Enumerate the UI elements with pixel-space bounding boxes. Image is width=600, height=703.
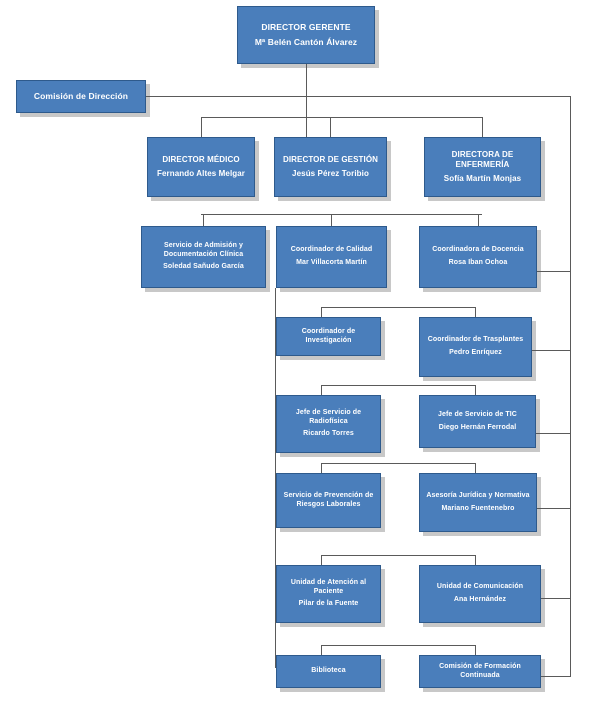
node-person: Pilar de la Fuente: [298, 600, 359, 608]
node-coordinador-trasplantes[interactable]: [419, 317, 532, 377]
connector-drop-coordinadora-docencia: [478, 214, 479, 226]
node-title: Jefe de Servicio de TIC: [438, 410, 517, 418]
node-title: DIRECTORA DE ENFERMERÍA: [451, 150, 514, 169]
connector-row6-bus: [321, 555, 476, 556]
node-unidad-comunicacion[interactable]: [419, 565, 541, 623]
node-title: Unidad de Atención al Paciente: [290, 578, 367, 595]
node-title: Comisión de Formación Continuada: [439, 662, 521, 679]
node-jefe-radiofisica[interactable]: [276, 395, 381, 453]
connector-drop-servicio-admision: [203, 214, 204, 226]
node-title: Servicio de Admisión y Documentación Clínica: [163, 241, 244, 258]
node-person: Mar Villacorta Martín: [296, 259, 367, 266]
node-title: Coordinador de Investigación: [301, 327, 356, 344]
node-biblioteca[interactable]: [276, 655, 381, 688]
node-jefe-tic[interactable]: [419, 395, 536, 448]
node-coordinadora-docencia[interactable]: [419, 226, 537, 288]
node-person: Fernando Altes Melgar: [156, 169, 246, 178]
connector-rail-to-formacion: [541, 676, 571, 677]
node-title: Coordinador de Calidad: [290, 246, 373, 254]
node-title: Biblioteca: [311, 667, 346, 675]
node-prevencion-riesgos[interactable]: [276, 473, 381, 528]
connector-right-rail-down: [570, 96, 571, 676]
connector-row3-bus: [321, 307, 476, 308]
node-director-gestion[interactable]: [274, 137, 387, 197]
node-person: Soledad Sañudo García: [163, 263, 244, 271]
node-title: DIRECTOR GERENTE: [261, 22, 351, 33]
connector-rail-to-docencia: [537, 271, 571, 272]
connector-rail-to-trasplantes: [532, 350, 571, 351]
node-unidad-atencion-paciente[interactable]: [276, 565, 381, 623]
connector-rail-to-comunicacion: [541, 598, 571, 599]
node-servicio-admision[interactable]: [141, 226, 266, 288]
node-coordinador-calidad[interactable]: [276, 226, 387, 288]
node-person: Ana Hernández: [453, 596, 507, 603]
connector-drop-directora-enfermeria: [482, 117, 483, 137]
node-person: Mariano Fuentenebro: [441, 504, 515, 512]
connector-rail-to-tic: [536, 433, 571, 434]
connector-comision-to-trunk: [146, 96, 571, 97]
node-director-gerente[interactable]: [237, 6, 375, 64]
connector-level2-bus: [201, 214, 482, 215]
node-comision-formacion[interactable]: [419, 655, 541, 688]
connector-rail-to-asesoria: [537, 508, 571, 509]
node-title: Coordinador de Trasplantes: [427, 336, 524, 344]
connector-drop-coordinador-calidad: [331, 214, 332, 226]
node-comision-direccion[interactable]: [16, 80, 146, 113]
node-title: Servicio de Prevención de Riesgos Laborales: [283, 491, 374, 508]
node-title: Unidad de Comunicación: [436, 583, 524, 591]
node-coordinador-investigacion[interactable]: [276, 317, 381, 356]
connector-drop-director-medico: [201, 117, 202, 137]
node-person: Jesús Pérez Toribio: [292, 169, 369, 178]
node-asesoria-juridica[interactable]: [419, 473, 537, 532]
node-title: DIRECTOR DE GESTIÓN: [282, 155, 379, 164]
node-director-medico[interactable]: [147, 137, 255, 197]
node-person: Diego Hernán Ferrodal: [438, 423, 517, 431]
node-directora-enfermeria[interactable]: [424, 137, 541, 197]
node-person: Mª Belén Cantón Álvarez: [254, 37, 358, 47]
node-person: Sofía Martín Monjas: [443, 174, 522, 183]
node-title: DIRECTOR MÉDICO: [162, 155, 240, 164]
node-title: Coordinadora de Docencia: [432, 246, 524, 254]
node-person: Pedro Enríquez: [449, 349, 502, 356]
node-title: Comisión de Dirección: [33, 91, 129, 102]
connector-trunk-from-gerente: [306, 64, 307, 137]
node-person: Ricardo Torres: [303, 430, 354, 438]
connector-directors-bus: [201, 117, 482, 118]
connector-drop-director-gestion: [330, 117, 331, 137]
connector-row4-bus: [321, 385, 476, 386]
node-title: Jefe de Servicio de Radiofísica: [295, 408, 362, 425]
node-title: Asesoría Jurídica y Normativa: [426, 491, 530, 499]
node-person: Rosa Iban Ochoa: [448, 259, 508, 266]
connector-row7-bus: [321, 645, 476, 646]
connector-row5-bus: [321, 463, 476, 464]
